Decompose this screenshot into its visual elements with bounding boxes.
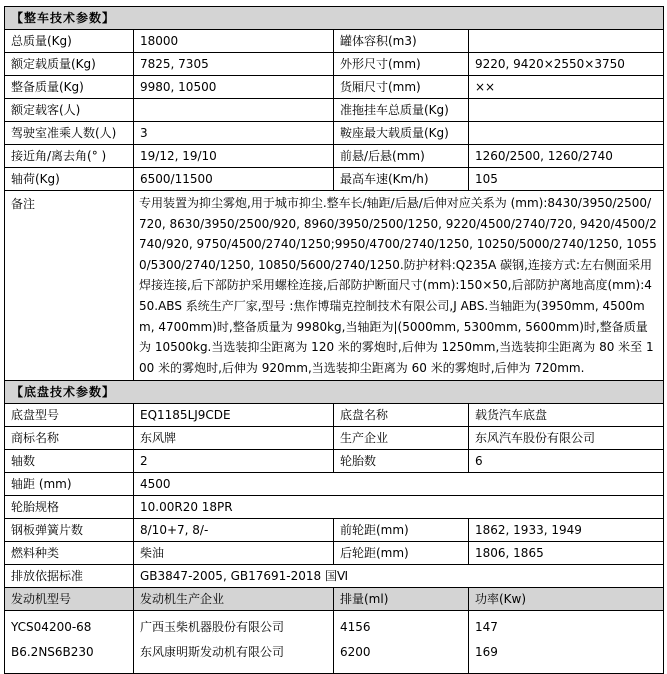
row-value: 7825, 7305: [134, 53, 334, 76]
row-value: GB3847-2005, GB17691-2018 国Ⅵ: [134, 565, 664, 588]
row-label: 外形尺寸(mm): [334, 53, 469, 76]
row-label: 准拖挂车总质量(Kg): [334, 99, 469, 122]
table-row: [5, 427, 664, 450]
table-row: [5, 99, 664, 122]
engine-manufacturer-cell: [134, 611, 334, 674]
row-value: 6: [469, 450, 664, 473]
row-label: 货厢尺寸(mm): [334, 76, 469, 99]
row-value: 3: [134, 122, 334, 145]
row-label: 底盘名称: [334, 404, 469, 427]
row-value: 4500: [134, 473, 664, 496]
row-value: [469, 122, 664, 145]
row-label: 轴距 (mm): [5, 473, 134, 496]
row-label: 最高车速(Km/h): [334, 168, 469, 191]
row-label: 底盘型号: [5, 404, 134, 427]
engine-col-header: 发动机生产企业: [134, 588, 334, 611]
row-value: 1260/2500, 1260/2740: [469, 145, 664, 168]
row-label: 额定载质量(Kg): [5, 53, 134, 76]
row-label: 燃料种类: [5, 542, 134, 565]
row-value: 105: [469, 168, 664, 191]
engine-displacement-cell: [334, 611, 469, 674]
row-value: 9980, 10500: [134, 76, 334, 99]
row-value: ××: [469, 76, 664, 99]
row-label: 整备质量(Kg): [5, 76, 134, 99]
row-value: 1806, 1865: [469, 542, 664, 565]
row-label: 轮胎数: [334, 450, 469, 473]
row-label: 钢板弹簧片数: [5, 519, 134, 542]
row-value: [469, 30, 664, 53]
engine-power: 169: [475, 645, 498, 660]
row-label: 轴数: [5, 450, 134, 473]
row-label: 罐体容积(m3): [334, 30, 469, 53]
engine-power-cell: [469, 611, 664, 674]
row-label: 总质量(Kg): [5, 30, 134, 53]
table-row: [5, 473, 664, 496]
row-label: 排放依据标准: [5, 565, 134, 588]
row-value: 6500/11500: [134, 168, 334, 191]
engine-model: B6.2NS6B230: [11, 645, 94, 660]
row-value: 18000: [134, 30, 334, 53]
table-row: [5, 450, 664, 473]
table-row: [5, 53, 664, 76]
table-row: [5, 145, 664, 168]
row-value: 1862, 1933, 1949: [469, 519, 664, 542]
table-row: [5, 122, 664, 145]
row-value: 8/10+7, 8/-: [134, 519, 334, 542]
row-label: 轮胎规格: [5, 496, 134, 519]
row-value: 东风汽车股份有限公司: [469, 427, 664, 450]
engine-manufacturer: 广西玉柴机器股份有限公司: [140, 620, 285, 635]
engine-data-row: [5, 611, 664, 674]
section-title-chassis: 【底盘技术参数】: [5, 381, 664, 404]
table-row: [5, 76, 664, 99]
section-header-chassis: [5, 381, 664, 404]
engine-power: 147: [475, 620, 498, 635]
row-label: 鞍座最大载质量(Kg): [334, 122, 469, 145]
row-value: 10.00R20 18PR: [134, 496, 664, 519]
row-label: 轴荷(Kg): [5, 168, 134, 191]
table-row: [5, 542, 664, 565]
engine-header-row: [5, 588, 664, 611]
row-label: 额定载客(人): [5, 99, 134, 122]
row-value: [134, 99, 334, 122]
engine-model-cell: [5, 611, 134, 674]
table-row: [5, 496, 664, 519]
engine-displacement: 6200: [340, 645, 371, 660]
remark-label: 备注: [5, 191, 134, 381]
table-row: [5, 404, 664, 427]
engine-model: YCS04200-68: [11, 620, 92, 635]
row-value: 载货汽车底盘: [469, 404, 664, 427]
row-value: 2: [134, 450, 334, 473]
vehicle-spec-table: [4, 6, 664, 674]
engine-col-header: 发动机型号: [5, 588, 134, 611]
engine-displacement: 4156: [340, 620, 371, 635]
row-value: [469, 99, 664, 122]
row-label: 前轮距(mm): [334, 519, 469, 542]
row-label: 前悬/后悬(mm): [334, 145, 469, 168]
section-header-vehicle: [5, 7, 664, 30]
engine-manufacturer: 东风康明斯发动机有限公司: [140, 645, 285, 660]
engine-col-header: 功率(Kw): [469, 588, 664, 611]
engine-col-header: 排量(ml): [334, 588, 469, 611]
row-value: 9220, 9420×2550×3750: [469, 53, 664, 76]
remark-row: [5, 191, 664, 381]
remark-text: 专用装置为抑尘雾炮,用于城市抑尘.整车长/轴距/后悬/后伸对应关系为 (mm):8430/3950/2500/720, 8630/3950/2500/920, 8960/3950/2500/1250, 9220/4500/2740/720, 9420/4500/2740/920, 9750/4500/2740/1250;9950/4700/2740/1250, 10250/5000/2740/1250, 10550/5300/2740/1250, 10850/5600/2740/1250.防护材料:Q235A 碳钢,连接方式:左右侧面采用焊接连接,后下部防护采用螺栓连接,后部防护断面尺寸(mm):150×50,后部防护离地高度(mm):450.ABS 系统生产厂家,型号 :焦作博瑞克控制技术有限公司,J ABS.当轴距为(3950mm, 4500mm, 4700mm)时,整备质量为 9980kg,当轴距为|(5000mm, 5300mm, 5600mm)时,整备质量为 10500kg.当选装抑尘距离为 120 米的雾炮时,后伸为 1250mm,当选装抑尘距离为 80 米至 100 米的雾炮时,后伸为 920mm,当选装抑尘距离为 60 米的雾炮时,后伸为 720mm.: [134, 191, 664, 381]
row-label: 后轮距(mm): [334, 542, 469, 565]
row-value: 19/12, 19/10: [134, 145, 334, 168]
table-row: [5, 168, 664, 191]
table-row: [5, 519, 664, 542]
row-label: 生产企业: [334, 427, 469, 450]
table-row: [5, 565, 664, 588]
row-label: 商标名称: [5, 427, 134, 450]
row-value: EQ1185LJ9CDE: [134, 404, 334, 427]
row-label: 接近角/离去角(° ): [5, 145, 134, 168]
row-label: 驾驶室准乘人数(人): [5, 122, 134, 145]
row-value: 东风牌: [134, 427, 334, 450]
section-title-vehicle: 【整车技术参数】: [5, 7, 664, 30]
table-row: [5, 30, 664, 53]
row-value: 柴油: [134, 542, 334, 565]
